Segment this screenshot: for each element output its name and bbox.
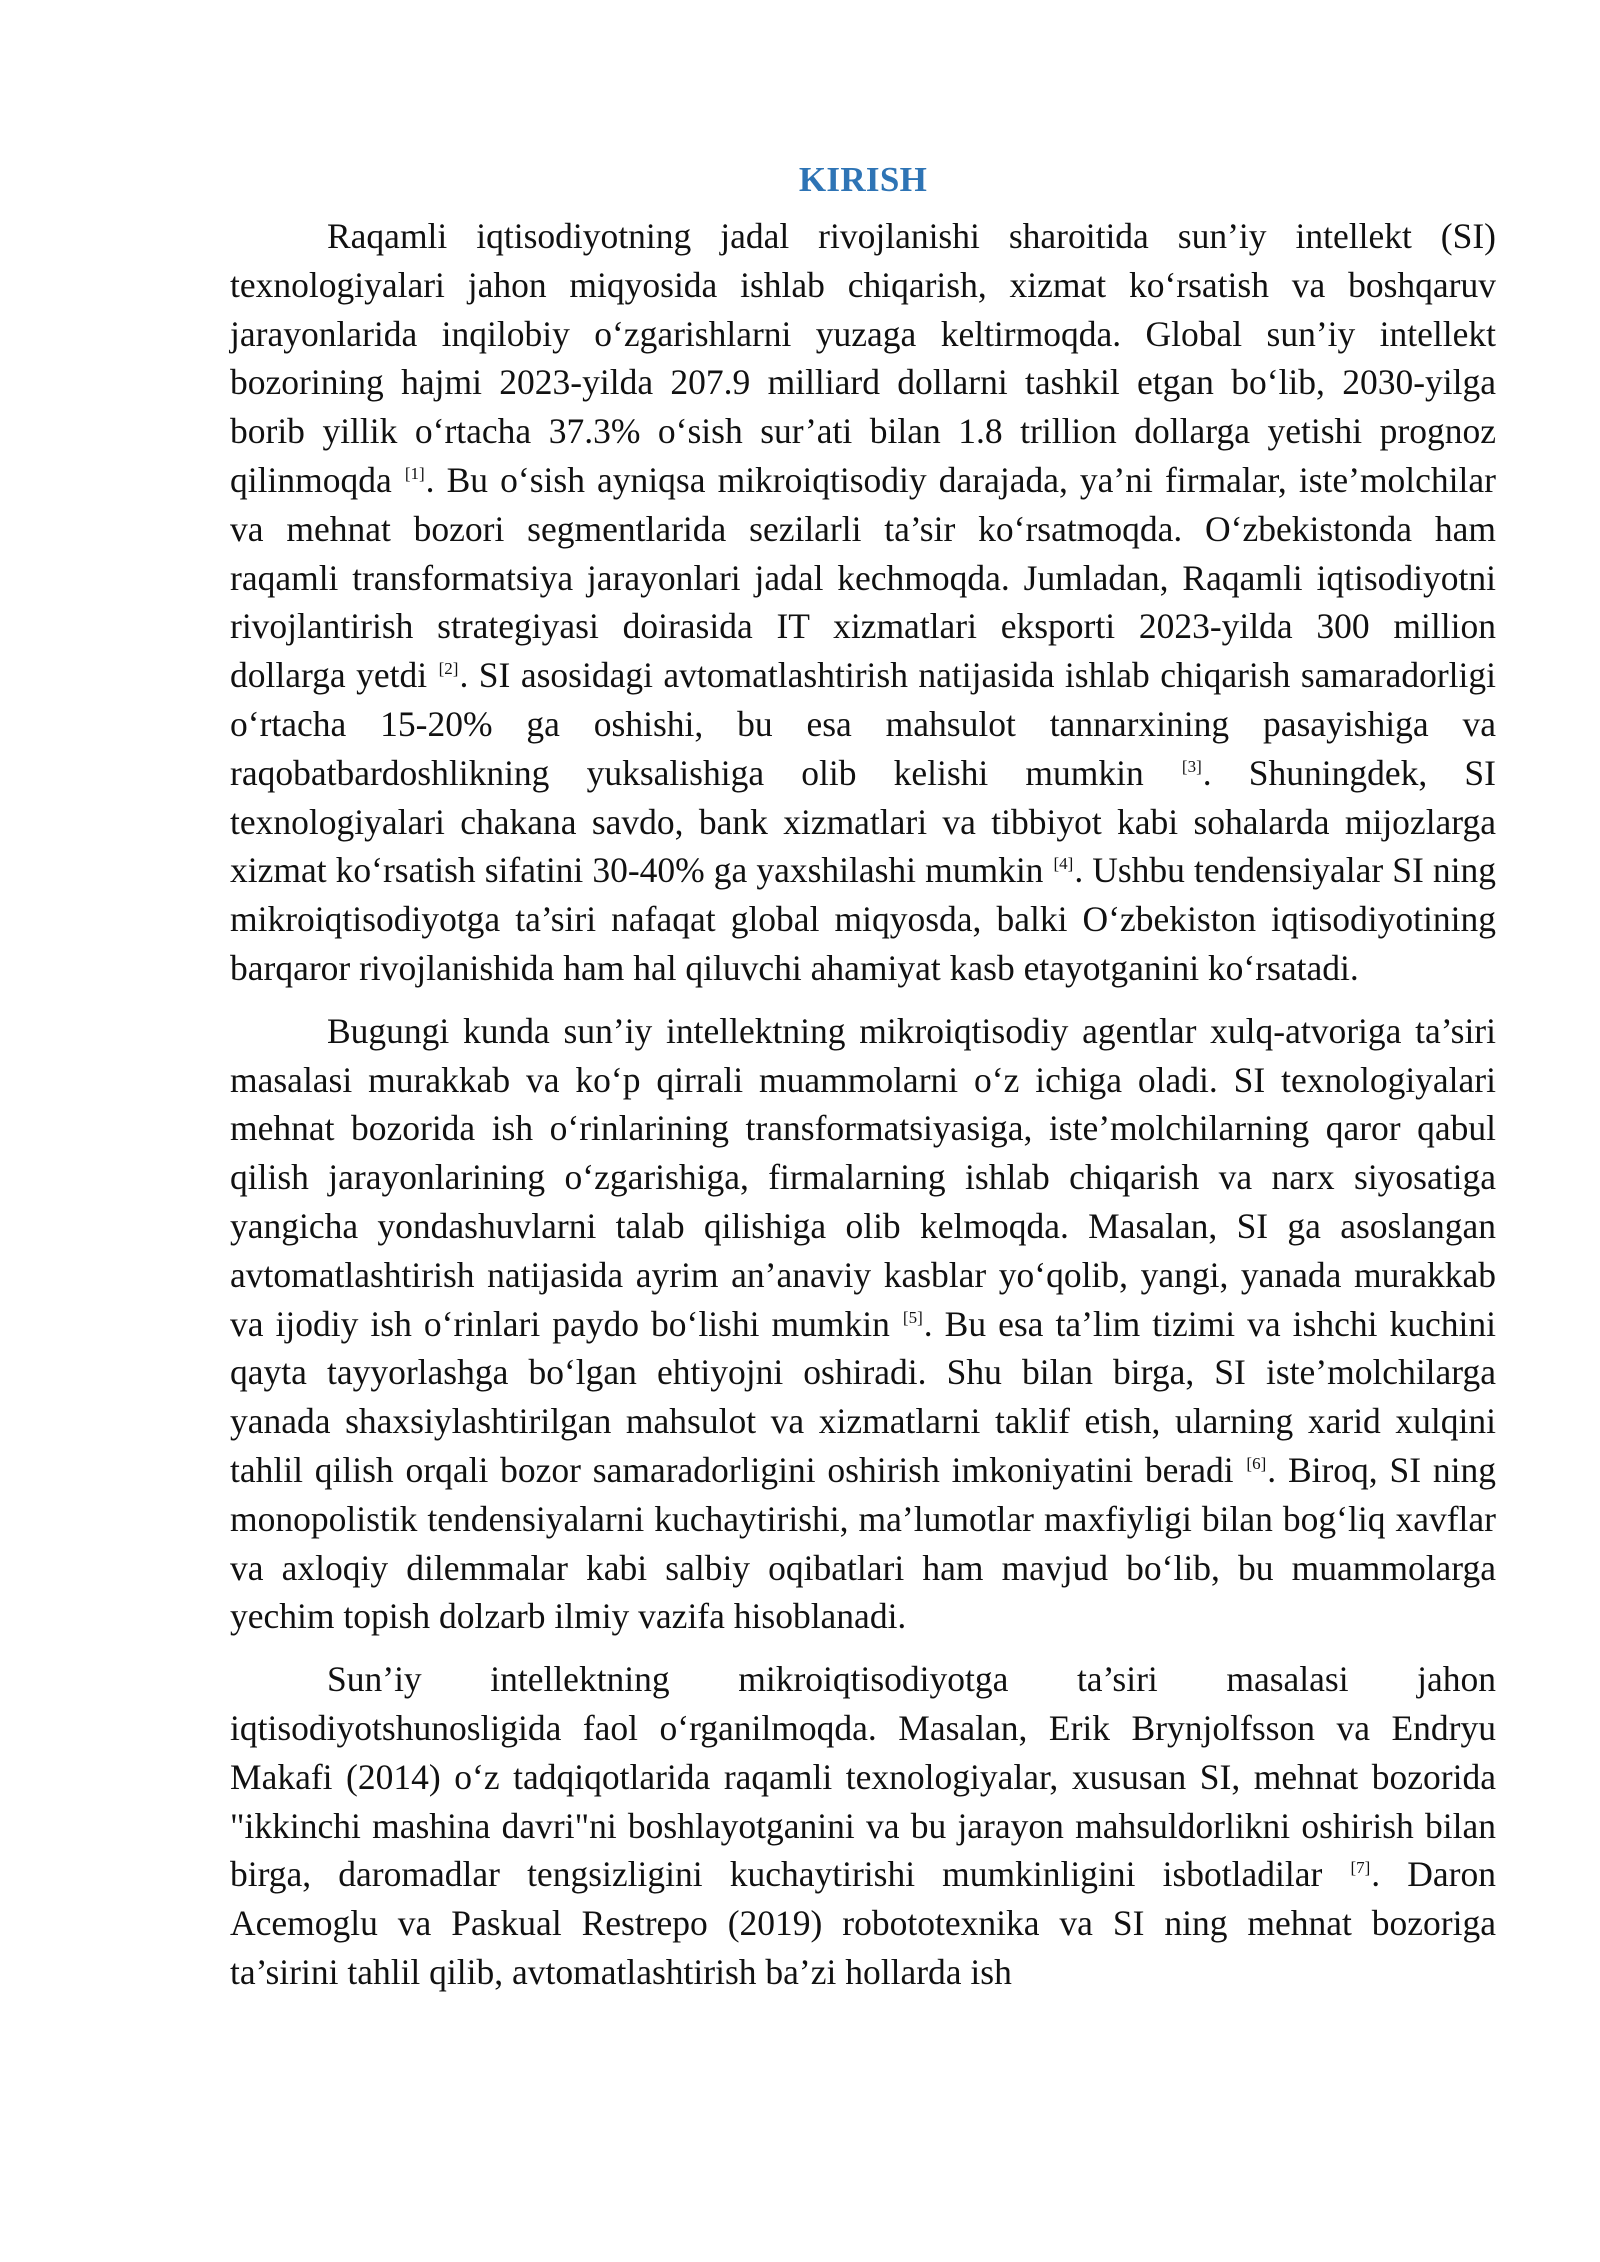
paragraph-text: . Biroq, SI ning monopolistik tendensiyalarni kuchaytirishi, ma’lumotlar maxfiyligi bilan bog‘liq xavflar va axloqiy dilemmalar kabi salbiy oqibatlari ham mavjud bo‘lib, bu muammolarga yechim topish dolzarb ilmiy vazifa hisoblanadi. bbox=[230, 1449, 1497, 1637]
body-paragraph bbox=[230, 1655, 1496, 1997]
document-page bbox=[230, 150, 1496, 2011]
paragraph-text: Bugungi kunda sun’iy intellektning mikroiqtisodiy agentlar xulq-atvoriga ta’siri masalasi murakkab va ko‘p qirrali muammolarni o‘z ichiga oladi. SI texnologiyalari mehnat bozorida ish o‘rinlarining transformatsiyasiga, iste’molchilarning qaror qabul qilish jarayonlarining o‘zgarishiga, firmalarning ishlab chiqarish va narx siyosatiga yangicha yondashuvlarni talab qilishiga olib kelmoqda. Masalan, SI ga asoslangan avtomatlashtirish natijasida ayrim an’anaviy kasblar yo‘qolib, yangi, yanada murakkab va ijodiy ish o‘rinlari paydo bo‘lishi mumkin bbox=[230, 1010, 1496, 1344]
paragraph-text: . SI asosidagi avtomatlashtirish natijasida ishlab chiqarish samaradorligi o‘rtacha 15-20% ga oshishi, bu esa mahsulot tannarxining pasayishiga va raqobatbardoshlikning yuksalishiga olib kelishi mumkin bbox=[230, 655, 1496, 793]
paragraph-text: . Ushbu tendensiyalar SI ning mikroiqtisodiyotga ta’siri nafaqat global miqyosda, balki O‘zbekiston iqtisodiyotining barqaror rivojlanishida ham hal qiluvchi ahamiyat kasb etayotganini ko‘rsatadi. bbox=[230, 850, 1496, 988]
citation-reference: [1] bbox=[404, 463, 425, 483]
paragraph-text: . Shuningdek, SI texnologiyalari chakana savdo, bank xizmatlari va tibbiyot kabi sohalarda mijozlarga xizmat ko‘rsatish sifatini 30-40% ga yaxshilashi mumkin bbox=[230, 752, 1496, 891]
citation-reference: [6] bbox=[1246, 1453, 1267, 1473]
paragraph-text: . Daron Acemoglu va Paskual Restrepo (2019) robototexnika va SI ning mehnat bozoriga ta’sirini tahlil qilib, avtomatlashtirish ba’zi hollarda ish bbox=[230, 1854, 1496, 1992]
paragraph-text: Raqamli iqtisodiyotning jadal rivojlanishi sharoitida sun’iy intellekt (SI) texnologiyalari jahon miqyosida ishlab chiqarish, xizmat ko‘rsatish va boshqaruv jarayonlarida inqilobiy o‘zgarishlarni yuzaga keltirmoqda. Global sun’iy intellekt bozorining hajmi 2023-yilda 207.9 milliard dollarni tashkil etgan bo‘lib, 2030-yilga borib yillik o‘rtacha 37.3% o‘sish sur’ati bilan 1.8 trillion dollarga yetishi prognoz qilinmoqda bbox=[230, 216, 1496, 500]
paragraph-text: . Bu esa ta’lim tizimi va ishchi kuchini qayta tayyorlashga bo‘lgan ehtiyojni oshiradi. Shu bilan birga, SI iste’molchilarga yanada shaxsiylashtirilgan mahsulot va xizmatlarni taklif etish, ularning xarid xulqini tahlil qilish orqali bozor samaradorligini oshirish imkoniyatini beradi bbox=[230, 1303, 1496, 1490]
body-paragraph bbox=[230, 212, 1496, 993]
citation-reference: [5] bbox=[902, 1307, 923, 1327]
citation-reference: [4] bbox=[1053, 854, 1074, 874]
body-paragraph bbox=[230, 1007, 1496, 1641]
paragraph-text: . Bu o‘sish ayniqsa mikroiqtisodiy darajada, ya’ni firmalar, iste’molchilar va mehnat bozori segmentlarida sezilarli ta’sir ko‘rsatmoqda. O‘zbekistonda ham raqamli transformatsiya jarayonlari jadal kechmoqda. Jumladan, Raqamli iqtisodiyotni rivojlantirish strategiyasi doirasida IT xizmatlari eksporti 2023-yilda 300 million dollarga yetdi bbox=[230, 459, 1496, 696]
paragraph-text: Sun’iy intellektning mikroiqtisodiyotga ta’siri masalasi jahon iqtisodiyotshunosligida faol o‘rganilmoqda. Masalan, Erik Brynjolfsson va Endryu Makafi (2014) o‘z tadqiqotlarida raqamli texnologiyalar, xususan SI, mehnat bozorida "ikkinchi mashina davri"ni boshlayotganini va bu jarayon mahsuldorlikni oshirish bilan birga, daromadlar tengsizligini kuchaytirishi mumkinligini isbotladilar bbox=[230, 1659, 1496, 1895]
citation-reference: [3] bbox=[1181, 756, 1202, 776]
citation-reference: [7] bbox=[1350, 1858, 1371, 1878]
body-text bbox=[230, 212, 1496, 1997]
section-heading: KIRISH bbox=[798, 160, 928, 199]
citation-reference: [2] bbox=[438, 659, 459, 679]
